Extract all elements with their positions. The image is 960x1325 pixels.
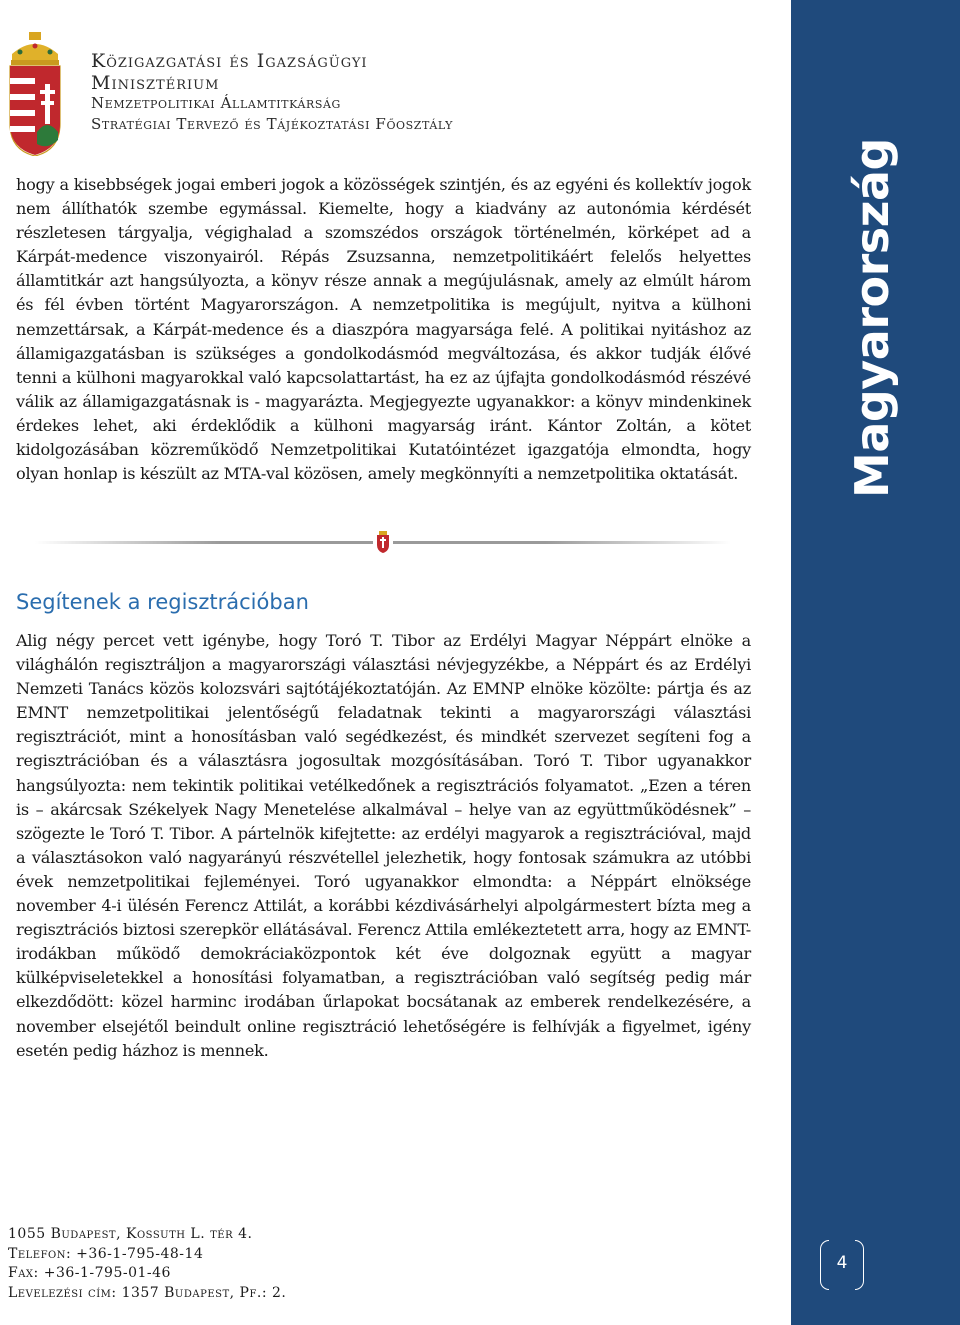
department-name: Stratégiai Tervező és Tájékoztatási Főosztály: [91, 115, 453, 133]
small-crest-icon: [377, 531, 389, 553]
coat-of-arms-icon: [4, 32, 66, 156]
postal-address-text: Levelezési cím: 1357 Budapest, Pf.: 2.: [8, 1284, 287, 1301]
article-body-continued: hogy a kisebbségek jogai emberi jogok a közösségek szintjén, és az egyéni és kollektív jogok nem állíthatók szembe egymással. Kiemelte, hogy a kiadvány az autonómia kérdését részletesen tárgyalja, végighalad a szomszédos országok történelmén, körképet ad a Kárpát-medence viszonyairól. Répás Zsuzsanna, nemzetpolitikáért felelős helyettes államtitkár azt hangsúlyozta, a könyv része annak a megújulásnak, amely az elmúlt három és fél évben történt Magyarországon. A nemzetpolitika is megújult, nyitva a külhoni nemzettársak, a Kárpát-medence és a diaszpóra magyarsága felé. A politikai nyitáshoz az államigazgatásban is szükséges a gondolkodásmód megváltozása, és akkor tudják élővé tenni a külhoni magyarokkal való kapcsolattartást, ha ez az újfajta gondolkodásmód részévé válik az államigazgatásnak is - magyarázta. Megjegyezte ugyanakkor: a könyv mindenkinek érdekes lehet, aki érdeklődik a külhoni magyarság iránt. Kántor Zoltán, a kötet kidolgozásában közreműködő Nemzetpolitikai Kutatóintézet igazgatója elmondta, hogy olyan honlap is készült az MTA-val közösen, amely megkönnyíti a nemzetpolitika oktatását.: [16, 175, 751, 484]
contact-footer: [8, 1225, 286, 1303]
fax-text: Fax: +36-1-795-01-46: [8, 1265, 171, 1281]
article-body: Alig négy percet vett igénybe, hogy Toró T. Tibor az Erdélyi Magyar Néppárt elnöke a világhálón regisztráljon a magyarországi választási névjegyzékbe, a Néppárt és az Erdélyi Nemzeti Tanács közös kolozsvári sajtótájékoztatóján. Az EMNP elnöke közölte: pártja és az EMNT nemzetpolitikai jelentőségű feladatnak tekinti a magyarországi választási regisztrációt, mint a honosításban való segédkezést, és mindkét szervezet segíteni fog a regisztrációban és a választásra jogosultak mozgósításában. Toró T. Tibor ugyanakkor hangsúlyozta: nem tekintik politikai vetélkedőnek a regisztrációs folyamatot. „Ezen a téren is – akárcsak Székelyek Nagy Menetelése alkalmával – helye van az együttműködésnek” – szögezte le Toró T. Tibor. A pártelnök kifejtette: az erdélyi magyarok a regisztrációval, majd a választásokon való nagyarányú részvétellel jelezhetik, hogy fontosak számukra az utóbbi évek nemzetpolitikai fejleményei. Toró ugyanakkor elmondta: a Néppárt elnöksége november 4-i ülésén Ferencz Attilát, a korábbi kézdivásárhelyi alpolgármestert bízta meg a regisztrációs biztosi szerepkör ellátásával. Ferencz Attila emlékeztetett arra, hogy az EMNT-irodákban működő demokráciaközpontok két éve dolgoznak együtt a magyar külképviseletekkel a honosítási folyamatban, a regisztrációban való segítség pedig már elkezdődött: közel harminc irodában űrlapokat bocsátanak az emberek rendelkezésére, a november elsejétől beindult online regisztráció lehetőségére is felhívják a figyelmet, igény esetén pedig házhoz is mennek.: [16, 631, 751, 1060]
decorative-divider: [35, 530, 731, 554]
phone-text: Telefon: +36-1-795-48-14: [8, 1245, 204, 1262]
sidebar-title: Magyarország: [845, 138, 899, 498]
ministry-name-2: Minisztérium: [91, 72, 220, 94]
page-number-box: [820, 1240, 864, 1290]
state-secretariat: Nemzetpolitikai Államtitkárság: [91, 94, 341, 112]
section-title: Segítenek a regisztrációban: [16, 590, 309, 614]
ministry-header: [91, 52, 453, 137]
ministry-name: Közigazgatási és Igazságügyi: [91, 50, 368, 72]
address-text: 1055 Budapest, Kossuth L. tér 4.: [8, 1226, 253, 1242]
page-number: 4: [836, 1253, 848, 1273]
